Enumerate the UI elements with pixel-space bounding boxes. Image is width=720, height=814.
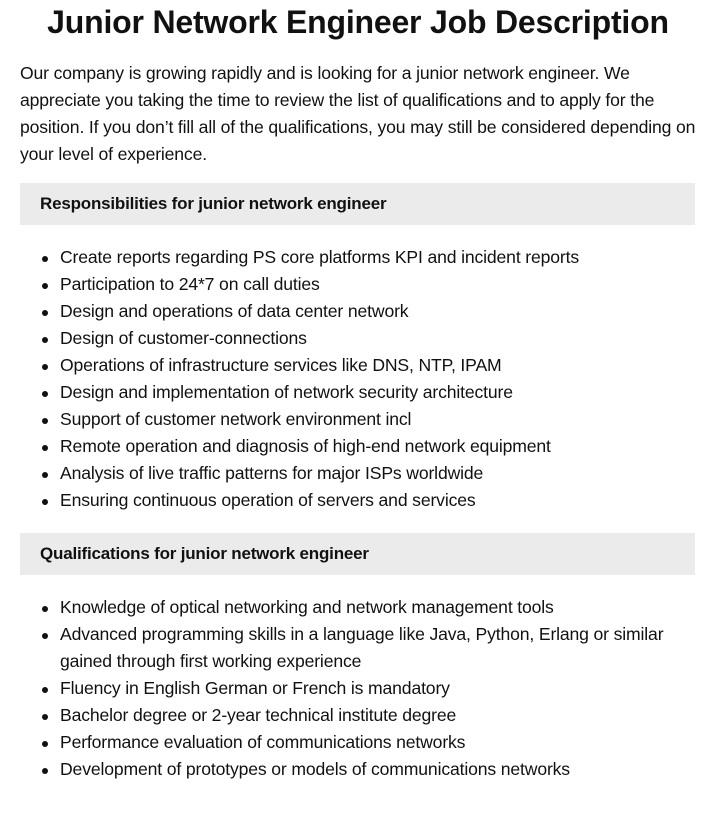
bullet-icon (42, 472, 48, 478)
responsibilities-heading: Responsibilities for junior network engineer (40, 194, 387, 213)
list-item (20, 406, 680, 433)
list-item-text: Bachelor degree or 2-year technical institute degree (60, 705, 457, 725)
bullet-icon (42, 256, 48, 262)
list-item (20, 352, 680, 379)
list-item (20, 244, 680, 271)
qualifications-heading: Qualifications for junior network engineer (40, 544, 369, 563)
intro-paragraph: Our company is growing rapidly and is looking for a junior network engineer. We appreciate you taking the time to review the list of qualifications and to apply for the position. If you don’t fill all of the qualifications, you may still be considered depending on your level of experience. (20, 63, 696, 164)
bullet-icon (42, 714, 48, 720)
bullet-icon (42, 364, 48, 370)
list-item-text: Design of customer-connections (60, 328, 307, 348)
bullet-icon (42, 418, 48, 424)
bullet-icon (42, 337, 48, 343)
list-item (20, 594, 680, 621)
list-item (20, 675, 680, 702)
list-item-text: Operations of infrastructure services like DNS, NTP, IPAM (60, 355, 502, 375)
qualifications-section-header (20, 533, 695, 575)
bullet-icon (42, 606, 48, 612)
page-title: Junior Network Engineer Job Description (47, 4, 669, 40)
list-item (20, 271, 680, 298)
bullet-icon (42, 283, 48, 289)
list-item-text: Development of prototypes or models of communications networks (60, 759, 570, 779)
list-item (20, 460, 680, 487)
list-item-text: Advanced programming skills in a language like Java, Python, Erlang or similar gained through first working experience (60, 624, 664, 671)
bullet-icon (42, 391, 48, 397)
bullet-icon (42, 768, 48, 774)
list-item-text: Remote operation and diagnosis of high-end network equipment (60, 436, 551, 456)
qualifications-list (20, 594, 680, 783)
list-item-text: Support of customer network environment incl (60, 409, 412, 429)
bullet-icon (42, 741, 48, 747)
responsibilities-list (20, 244, 680, 514)
list-item-text: Fluency in English German or French is mandatory (60, 678, 450, 698)
list-item (20, 379, 680, 406)
list-item-text: Design and implementation of network security architecture (60, 382, 513, 402)
responsibilities-section-header (20, 183, 695, 225)
list-item-text: Create reports regarding PS core platforms KPI and incident reports (60, 247, 579, 267)
list-item (20, 487, 680, 514)
list-item-text: Design and operations of data center network (60, 301, 409, 321)
bullet-icon (42, 310, 48, 316)
list-item (20, 702, 680, 729)
list-item-text: Participation to 24*7 on call duties (60, 274, 320, 294)
bullet-icon (42, 499, 48, 505)
list-item (20, 433, 680, 460)
list-item-text: Ensuring continuous operation of servers and services (60, 490, 476, 510)
list-item-text: Knowledge of optical networking and network management tools (60, 597, 554, 617)
bullet-icon (42, 445, 48, 451)
list-item (20, 325, 680, 352)
bullet-icon (42, 687, 48, 693)
list-item (20, 729, 680, 756)
list-item (20, 298, 680, 325)
list-item-text: Performance evaluation of communications networks (60, 732, 466, 752)
list-item (20, 756, 680, 783)
bullet-icon (42, 633, 48, 639)
list-item (20, 621, 680, 675)
list-item-text: Analysis of live traffic patterns for major ISPs worldwide (60, 463, 484, 483)
